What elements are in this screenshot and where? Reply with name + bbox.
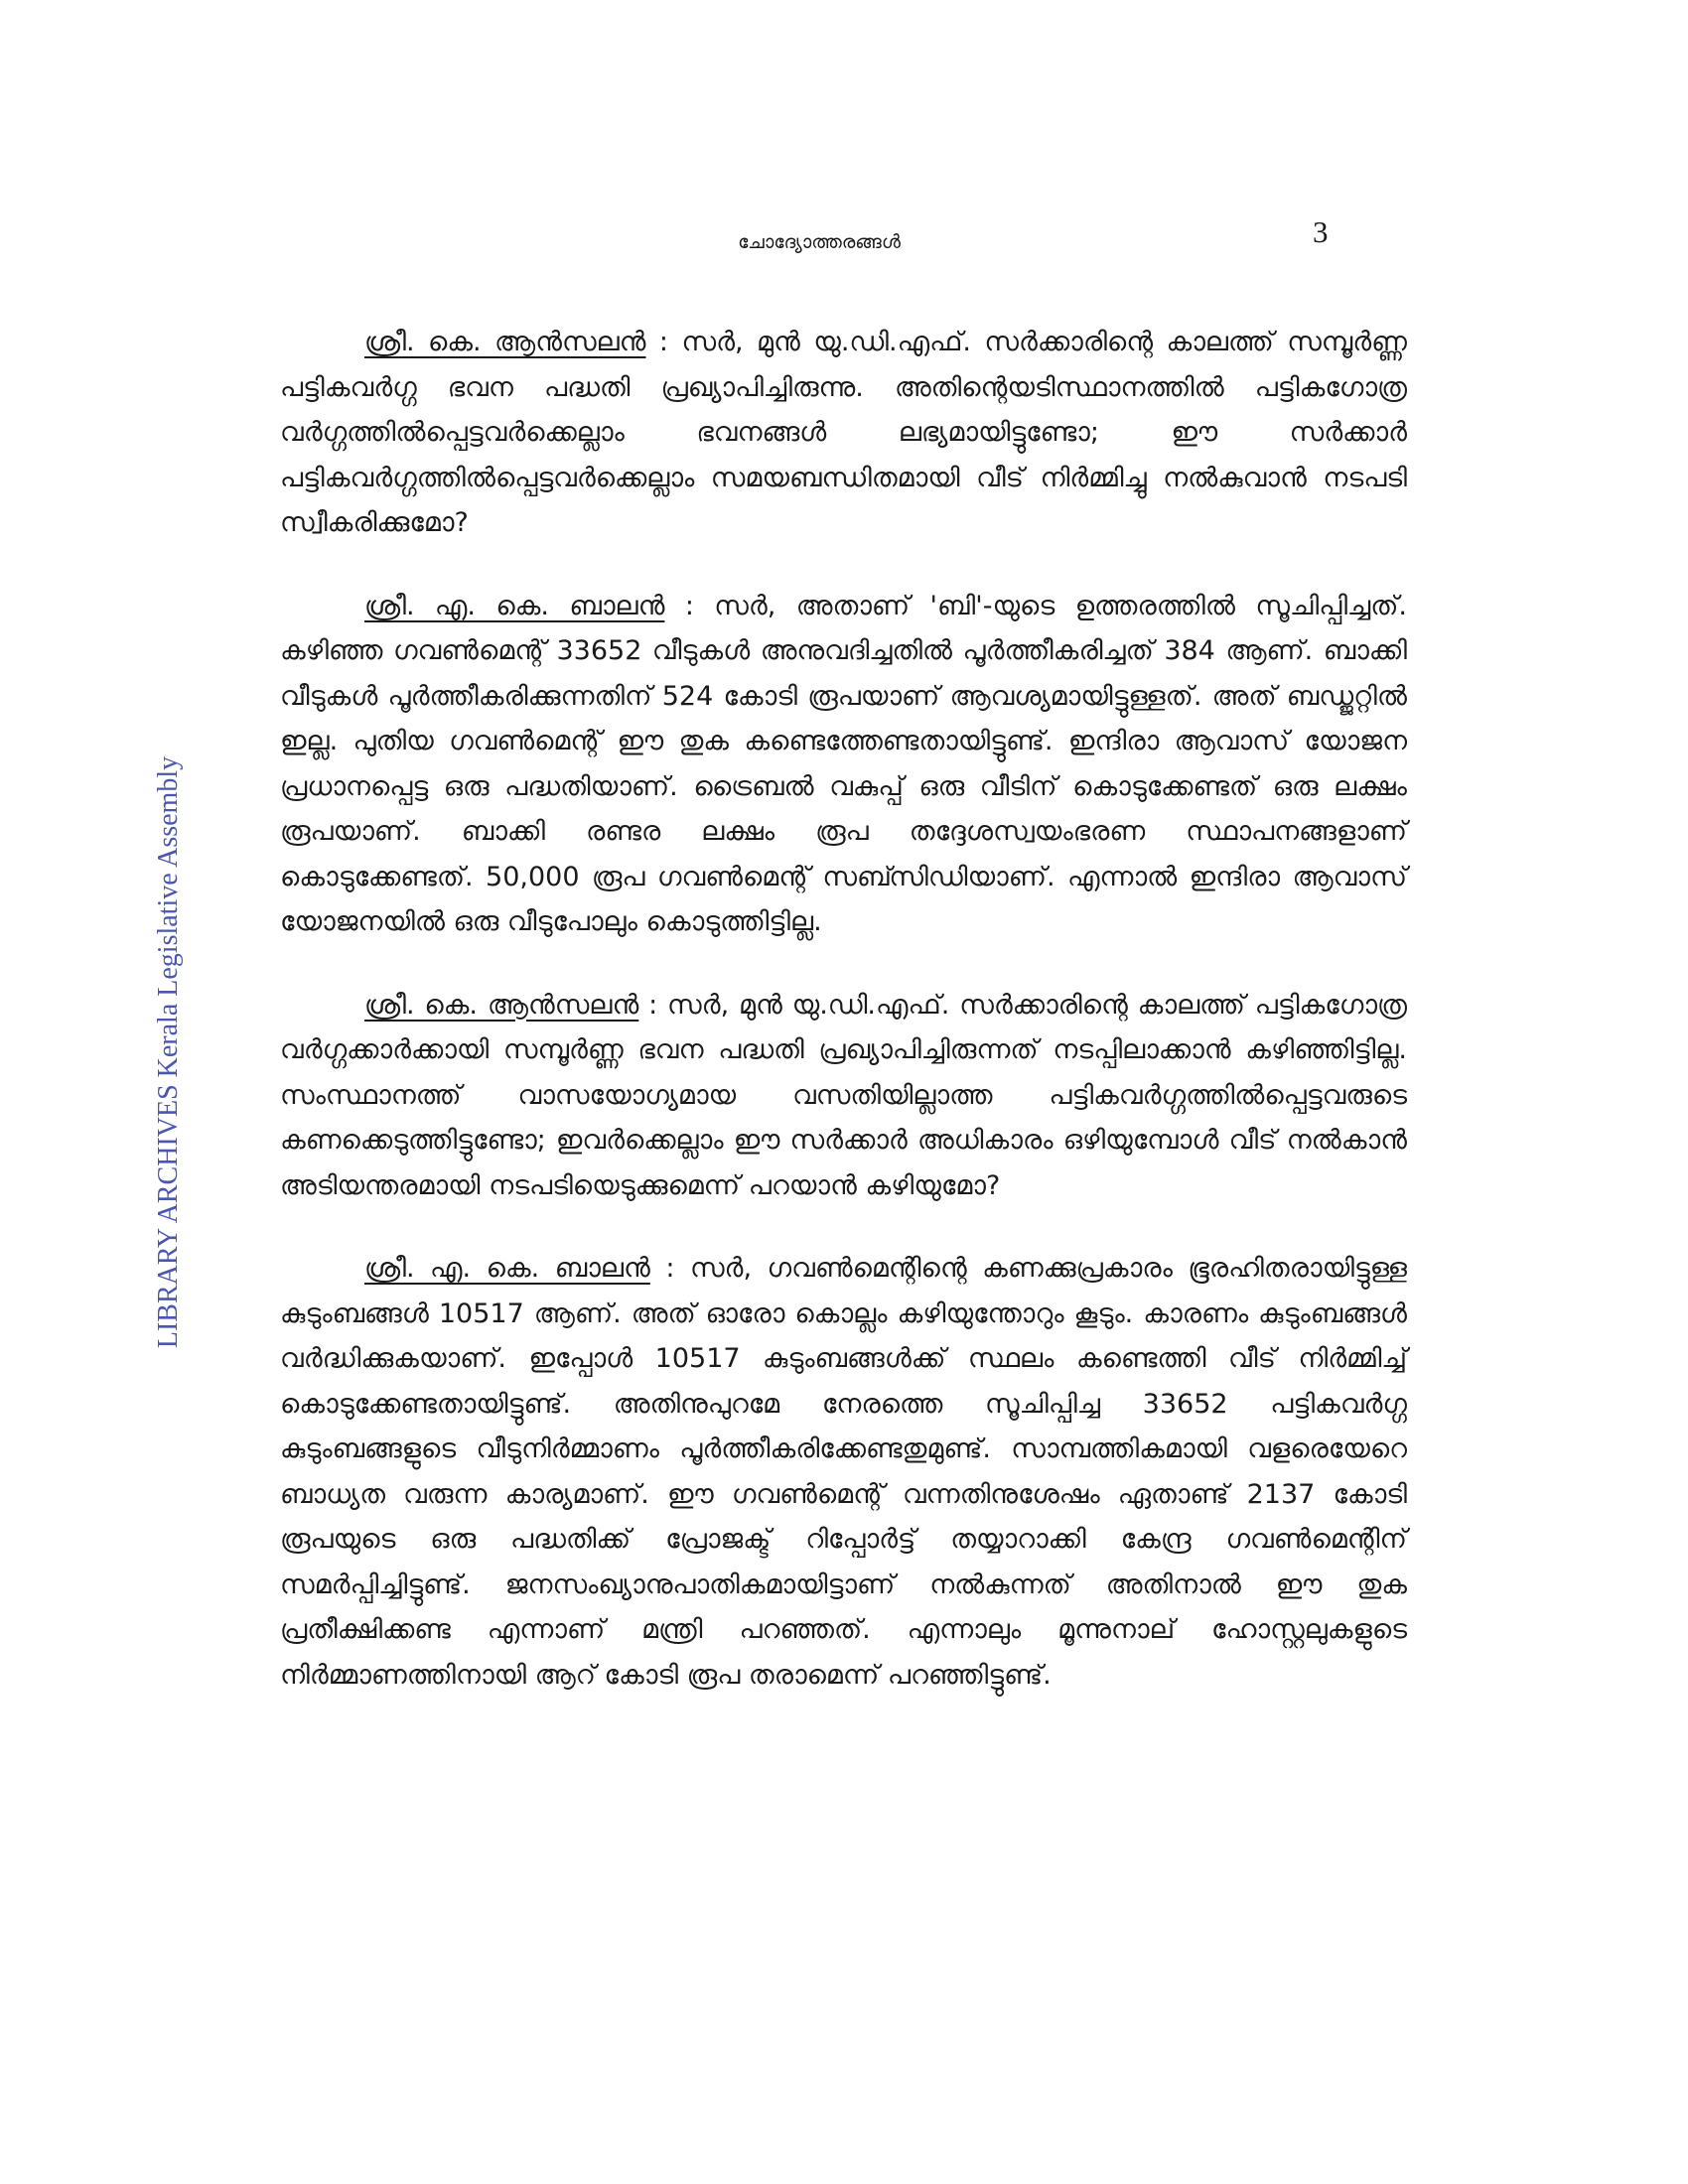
paragraph-answer-1 [280,584,1407,945]
speaker-name: ശ്രീ. എ. കെ. ബാലൻ [364,590,665,621]
speaker-name: ശ്രീ. കെ. ആൻസലൻ [364,989,639,1021]
paragraph-text: : സർ, അതാണ് 'ബി'-യുടെ ഉത്തരത്തിൽ സൂചിപ്പിച്ചത്. കഴിഞ്ഞ ഗവൺമെന്റ് 33652 വീടുകൾ അനുവദിച്ചതിൽ പൂർത്തീകരിച്ചത് 384 ആണ്. ബാക്കി വീടുകൾ പൂർത്തീകരിക്കുന്നതിന് 524 കോടി രൂപയാണ് ആവശ്യമായിട്ടുള്ളത്. അത് ബഡ്ജറ്റിൽ ഇല്ല. പുതിയ ഗവൺമെന്റ് ഈ തുക കണ്ടെത്തേണ്ടതായിട്ടുണ്ട്. ഇന്ദിരാ ആവാസ് യോജന പ്രധാനപ്പെട്ട ഒരു പദ്ധതിയാണ്. ട്രൈബൽ വകുപ്പ് ഒരു വീടിന് കൊടുക്കേണ്ടത് ഒരു ലക്ഷം രൂപയാണ്. ബാക്കി രണ്ടര ലക്ഷം രൂപ തദ്ദേശസ്വയംഭരണ സ്ഥാപനങ്ങളാണ് കൊടുക്കേണ്ടത്. 50,000 രൂപ ഗവൺമെന്റ് സബ്സിഡിയാണ്. എന്നാൽ ഇന്ദിരാ ആവാസ് യോജനയിൽ ഒരു വീടുപോലും കൊടുത്തിട്ടില്ല. [280,590,1407,937]
running-title: ചോദ്യോത്തരങ്ങൾ [738,231,901,253]
archive-watermark: LIBRARY ARCHIVES Kerala Legislative Assembly [153,755,184,1349]
document-body [280,320,1407,1735]
speaker-name: ശ്രീ. എ. കെ. ബാലൻ [364,1253,650,1284]
paragraph-text: : സർ, ഗവൺമെന്റിന്റെ കണക്കുപ്രകാരം ഭൂരഹിതരായിട്ടുള്ള കുടുംബങ്ങൾ 10517 ആണ്. അത് ഓരോ കൊല്ലം കഴിയുന്തോറും കൂടും. കാരണം കുടുംബങ്ങൾ വർദ്ധിക്കുകയാണ്. ഇപ്പോൾ 10517 കുടുംബങ്ങൾക്ക് സ്ഥലം കണ്ടെത്തി വീട് നിർമ്മിച്ച് കൊടുക്കേണ്ടതായിട്ടുണ്ട്. അതിനുപുറമേ നേരത്തെ സൂചിപ്പിച്ച 33652 പട്ടികവർഗ്ഗ കുടുംബങ്ങളുടെ വീടുനിർമ്മാണം പൂർത്തീകരിക്കേണ്ടതുമുണ്ട്. സാമ്പത്തികമായി വളരെയേറെ ബാധ്യത വരുന്ന കാര്യമാണ്. ഈ ഗവൺമെന്റ് വന്നതിനുശേഷം ഏതാണ്ട് 2137 കോടി രൂപയുടെ ഒരു പദ്ധതിക്ക് പ്രോജക്ട് റിപ്പോർട്ട് തയ്യാറാക്കി കേന്ദ്ര ഗവൺമെന്റിന് സമർപ്പിച്ചിട്ടുണ്ട്. ജനസംഖ്യാനുപാതികമായിട്ടാണ് നൽകുന്നത് അതിനാൽ ഈ തുക പ്രതീക്ഷിക്കണ്ട എന്നാണ് മന്ത്രി പറഞ്ഞത്. എന്നാലും മൂന്നുനാല് ഹോസ്റ്റലുകളുടെ നിർമ്മാണത്തിനായി ആറ് കോടി രൂപ തരാമെന്ന് പറഞ്ഞിട്ടുണ്ട്. [280,1253,1408,1691]
page-number: 3 [1313,214,1329,249]
paragraph-question-1 [280,320,1407,546]
speaker-name: ശ്രീ. കെ. ആൻസലൻ [364,327,646,357]
paragraph-question-2 [280,983,1407,1209]
paragraph-answer-2 [280,1246,1407,1698]
paragraph-text: : സർ, മുൻ യു.ഡി.എഫ്. സർക്കാരിന്റെ കാലത്ത് സമ്പൂർണ്ണ പട്ടികവർഗ്ഗ ഭവന പദ്ധതി പ്രഖ്യാപിച്ചിരുന്നു. അതിന്റെയടിസ്ഥാനത്തിൽ പട്ടികഗോത്ര വർഗ്ഗത്തിൽപ്പെട്ടവർക്കെല്ലാം ഭവനങ്ങൾ ലഭ്യമായിട്ടുണ്ടോ; ഈ സർക്കാർ പട്ടികവർഗ്ഗത്തിൽപ്പെട്ടവർക്കെല്ലാം സമയബന്ധിതമായി വീട് നിർമ്മിച്ചു നൽകുവാൻ നടപടി സ്വീകരിക്കുമോ? [280,327,1407,538]
paragraph-text: : സർ, മുൻ യു.ഡി.എഫ്. സർക്കാരിന്റെ കാലത്ത് പട്ടികഗോത്ര വർഗ്ഗക്കാർക്കായി സമ്പൂർണ്ണ ഭവന പദ്ധതി പ്രഖ്യാപിച്ചിരുന്നത് നടപ്പിലാക്കാൻ കഴിഞ്ഞിട്ടില്ല. സംസ്ഥാനത്ത് വാസയോഗ്യമായ വസതിയില്ലാത്ത പട്ടികവർഗ്ഗത്തിൽപ്പെട്ടവരുടെ കണക്കെടുത്തിട്ടുണ്ടോ; ഇവർക്കെല്ലാം ഈ സർക്കാർ അധികാരം ഒഴിയുമ്പോൾ വീട് നൽകാൻ അടിയന്തരമായി നടപടിയെടുക്കുമെന്ന് പറയാൻ കഴിയുമോ? [280,989,1407,1201]
page-header [0,214,1688,262]
